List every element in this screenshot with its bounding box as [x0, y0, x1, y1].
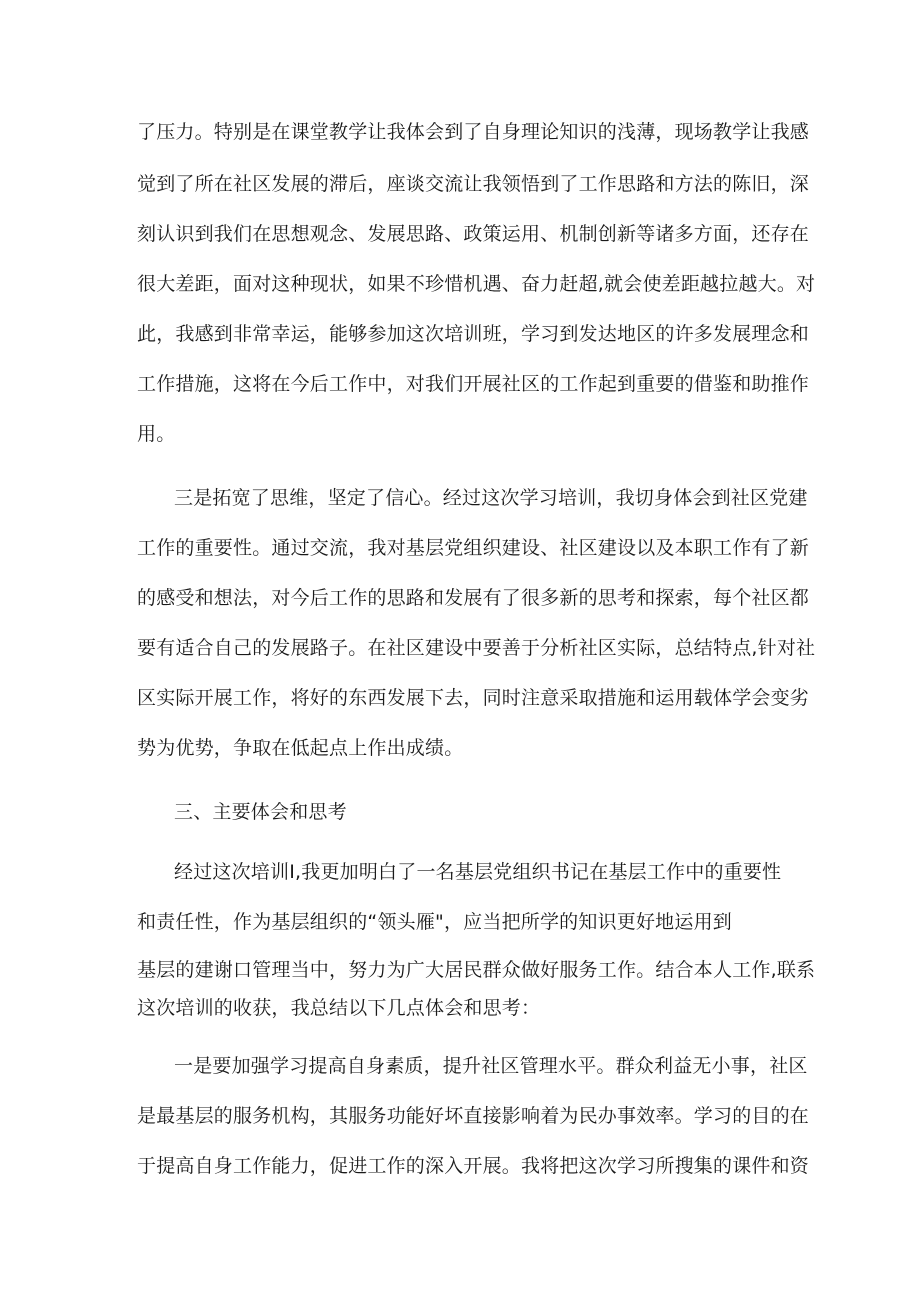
paragraph-1-line-4: 很大差距，面对这种现状，如果不珍惜机遇、奋力赶超,就会使差距越拉越大。对 — [137, 273, 816, 295]
paragraph-2-line-3: 的感受和想法，对今后工作的思路和发展有了很多新的思考和探索，每个社区都 — [137, 587, 810, 609]
paragraph-3-line-2: 和责任性，作为基层组织的“领头雁"，应当把所学的知识更好地运用到 — [137, 911, 732, 933]
paragraph-2-line-4: 要有适合自己的发展路子。在社区建设中要善于分析社区实际，总结特点,针对社 — [137, 637, 816, 659]
section-heading: 三、主要体会和思考 — [174, 801, 347, 823]
paragraph-3-line-3: 基层的建谢口管理当中，努力为广大居民群众做好服务工作。结合本人工作,联系 — [137, 959, 816, 981]
paragraph-2-line-6: 势为优势，争取在低起点上作出成绩。 — [137, 737, 464, 759]
paragraph-3-line-4: 这次培训的收获，我总结以下几点体会和思考： — [137, 997, 541, 1019]
paragraph-1-line-7: 用。 — [137, 423, 176, 445]
paragraph-4-line-2: 是最基层的服务机构，其服务功能好坏直接影响着为民办事效率。学习的目的在 — [137, 1105, 810, 1127]
paragraph-1-line-6: 工作措施，这将在今后工作中，对我们开展社区的工作起到重要的借鉴和助推作 — [137, 373, 810, 395]
paragraph-1-line-5: 此，我感到非常幸运，能够参加这次培训班，学习到发达地区的许多发展理念和 — [137, 323, 810, 345]
paragraph-3-line-1: 经过这次培训I,我更加明白了一名基层党组织书记在基层工作中的重要性 — [174, 861, 782, 883]
paragraph-2-line-1: 三是拓宽了思维，坚定了信心。经过这次学习培训，我切身体会到社区党建 — [174, 487, 808, 509]
paragraph-4-line-1: 一是要加强学习提高自身素质，提升社区管理水平。群众利益无小事，社区 — [174, 1055, 808, 1077]
paragraph-1-line-3: 刻认识到我们在思想观念、发展思路、政策运用、机制创新等诸多方面，还存在 — [137, 223, 810, 245]
paragraph-1-line-1: 了压力。特别是在课堂教学让我体会到了自身理论知识的浅薄，现场教学让我感 — [137, 121, 810, 143]
paragraph-4-line-3: 于提高自身工作能力，促进工作的深入开展。我将把这次学习所搜集的课件和资 — [137, 1155, 810, 1177]
paragraph-2-line-5: 区实际开展工作，将好的东西发展下去，同时注意采取措施和运用载体学会变劣 — [137, 687, 810, 709]
paragraph-2-line-2: 工作的重要性。通过交流，我对基层党组织建设、社区建设以及本职工作有了新 — [137, 537, 810, 559]
paragraph-1-line-2: 觉到了所在社区发展的滞后，座谈交流让我领悟到了工作思路和方法的陈旧，深 — [137, 173, 810, 195]
